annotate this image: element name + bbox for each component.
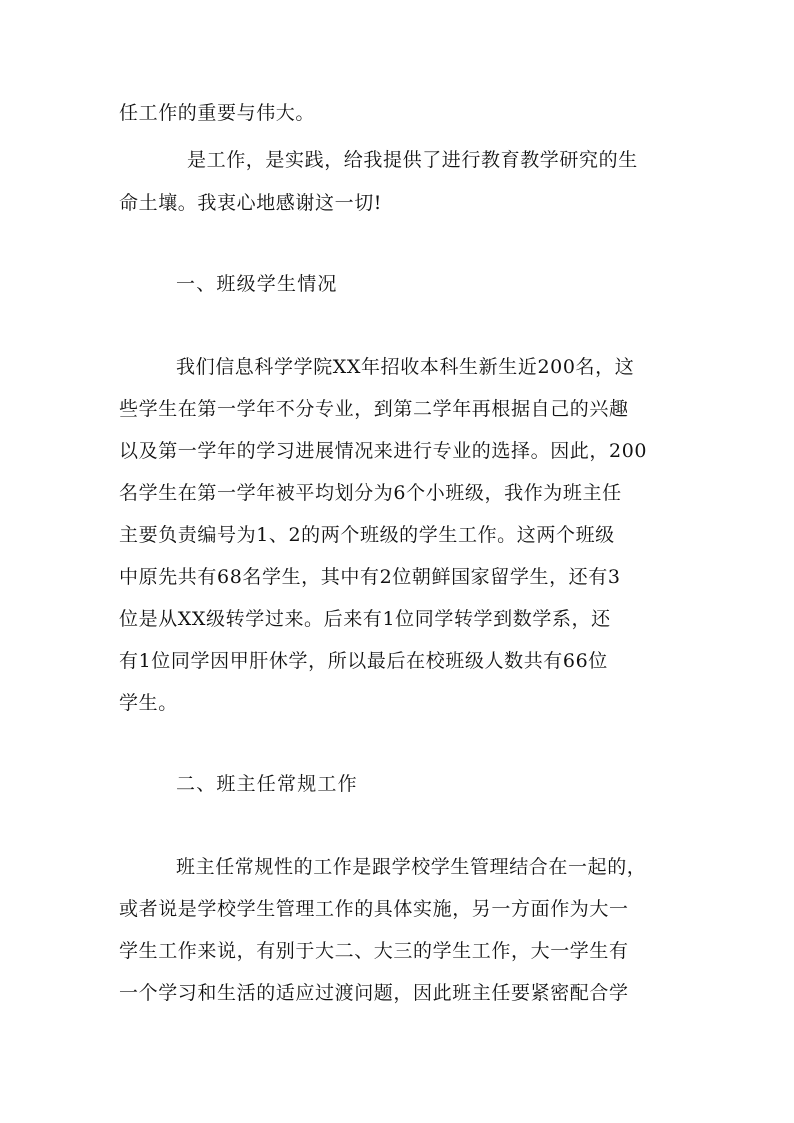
intro-line-2: 是工作，是实践，给我提供了进行教育教学研究的生 <box>187 149 638 171</box>
paragraph-line: 位是从XX级转学过来。后来有1位同学转学到数学系，还 <box>119 608 611 630</box>
paragraph-line: 学生工作来说，有别于大二、大三的学生工作，大一学生有 <box>119 940 629 962</box>
intro-line-1: 任工作的重要与伟大。 <box>119 102 316 124</box>
section-heading-2: 二、班主任常规工作 <box>176 773 358 795</box>
paragraph-line: 些学生在第一学年不分专业，到第二学年再根据自己的兴趣 <box>119 398 629 420</box>
paragraph-line: 一个学习和生活的适应过渡问题，因此班主任要紧密配合学 <box>119 982 629 1004</box>
paragraph-line: 以及第一学年的学习进展情况来进行专业的选择。因此，200 <box>119 440 648 462</box>
paragraph-line: 有1位同学因甲肝休学，所以最后在校班级人数共有66位 <box>119 650 608 672</box>
paragraph-line: 名学生在第一学年被平均划分为6个小班级，我作为班主任 <box>119 482 622 504</box>
section-heading-1: 一、班级学生情况 <box>176 273 338 295</box>
intro-line-3: 命土壤。我衷心地感谢这一切! <box>119 192 383 214</box>
paragraph-line: 我们信息科学学院XX年招收本科生新生近200名，这 <box>176 356 635 378</box>
paragraph-line: 班主任常规性的工作是跟学校学生管理结合在一起的， <box>176 856 647 878</box>
paragraph-line: 中原先共有68名学生，其中有2位朝鲜国家留学生，还有3 <box>119 566 621 588</box>
paragraph-line: 或者说是学校学生管理工作的具体实施，另一方面作为大一 <box>119 898 629 920</box>
paragraph-line: 学生。 <box>119 692 178 714</box>
paragraph-line: 主要负责编号为1、2的两个班级的学生工作。这两个班级 <box>119 524 615 546</box>
